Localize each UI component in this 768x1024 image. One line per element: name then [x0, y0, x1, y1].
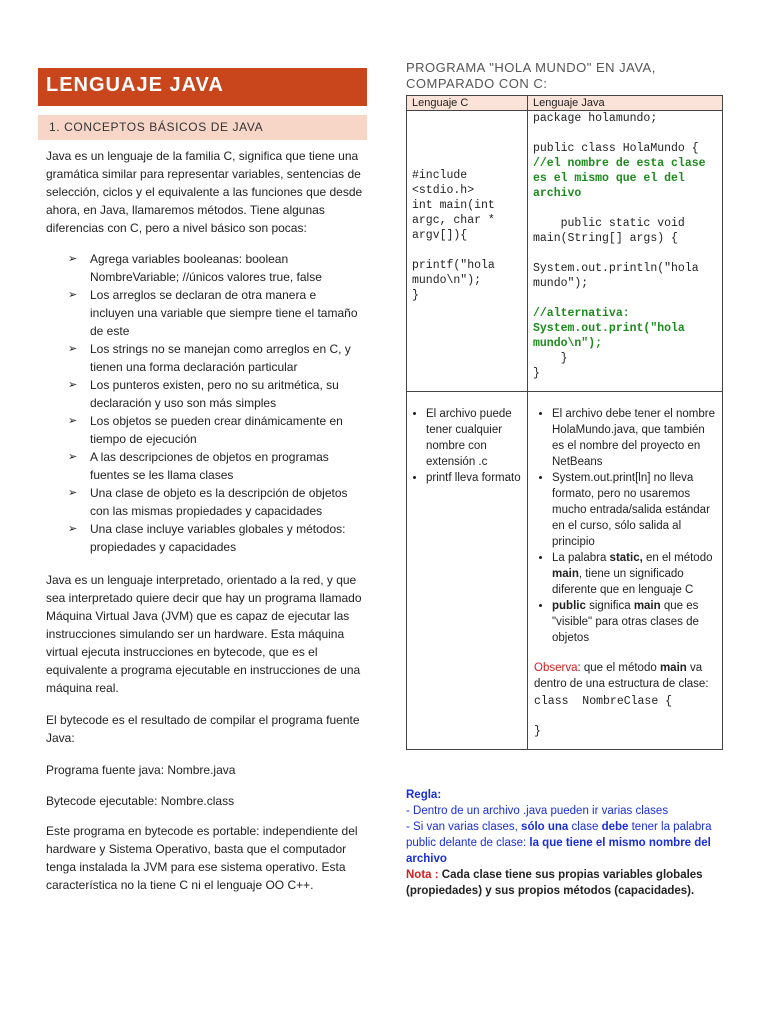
class-code: class NombreClase { }	[534, 695, 673, 738]
arrow-bullet-icon: ➢	[68, 415, 78, 427]
c-code: #include <stdio.h> int main(int argc, char * argv[]){ printf("hola mundo\n"); }	[412, 168, 495, 302]
list-item: • System.out.print[ln] no lleva formato, pero no usaremos mucho entrada/salida estándar en el curso, sólo salida al principio	[552, 470, 717, 550]
comparison-title: PROGRAMA "HOLA MUNDO" EN JAVA, COMPARADO CON C:	[406, 60, 656, 91]
list-item: • public significa main que es "visible" para otras clases de objetos	[552, 598, 717, 646]
rule-line-1: - Dentro de un archivo .java pueden ir varias clases	[406, 805, 669, 817]
list-item: ➢ Una clase incluye variables globales y métodos: propiedades y capacidades	[68, 522, 346, 554]
arrow-bullet-icon: ➢	[68, 289, 78, 301]
c-code-cell	[407, 111, 528, 392]
observa-note: Observa: que el método main va dentro de una estructura de clase:	[534, 662, 709, 690]
list-item: • El archivo puede tener cualquier nombre con extensión .c	[426, 406, 522, 470]
java-code: package holamundo; public class HolaMundo { //el nombre de esta clase es el mismo que el del archivo public static void main(String[] args) { System.out.println("hola mundo"); //alternativa: System.out.print("hola mundo\n"); } }	[533, 112, 713, 380]
java-code-alternative: //alternativa: System.out.print("hola mundo\n");	[533, 307, 685, 350]
page-title: LENGUAJE JAVA	[46, 74, 224, 96]
comparison-table	[406, 95, 723, 750]
arrow-bullet-icon: ➢	[68, 253, 78, 265]
arrow-bullet-icon: ➢	[68, 343, 78, 355]
nota-line: Nota : Cada clase tiene sus propias variables globales (propiedades) y sus propios métodos (capacidades).	[406, 869, 703, 897]
list-item: ➢ Los strings no se manejan como arreglos en C, y tienen una forma declaración particular	[68, 342, 351, 374]
list-item: • La palabra static, en el método main, tiene un significado diferente que en lenguaje C	[552, 550, 717, 598]
list-item: ➢ Los objetos se pueden crear dinámicamente en tiempo de ejecución	[68, 414, 343, 446]
list-item: • El archivo debe tener el nombre HolaMundo.java, que también es el nombre del proyecto en NetBeans	[552, 406, 717, 470]
source-file-line: Programa fuente java: Nombre.java	[46, 763, 236, 777]
arrow-bullet-icon: ➢	[68, 451, 78, 463]
section-heading	[38, 115, 367, 140]
list-item: ➢ Los arreglos se declaran de otra manera e incluyen una variable que siempre tiene el tamaño de este	[68, 288, 358, 338]
notes-row	[407, 392, 723, 750]
java-code-comment: //el nombre de esta clase es el mismo que el del archivo	[533, 157, 713, 200]
c-notes-cell	[407, 392, 528, 750]
title-banner	[38, 68, 367, 106]
arrow-bullet-icon: ➢	[68, 523, 78, 535]
bytecode-paragraph: El bytecode es el resultado de compilar el programa fuente Java:	[46, 713, 360, 745]
differences-list	[68, 250, 358, 556]
section-heading-text: 1. CONCEPTOS BÁSICOS DE JAVA	[49, 120, 264, 134]
rule-line-2: - Si van varias clases, sólo una clase debe tener la palabra public delante de clase: la que tiene el mismo nombre del archivo	[406, 821, 712, 865]
arrow-bullet-icon: ➢	[68, 487, 78, 499]
intro-paragraph: Java es un lenguaje de la familia C, significa que tiene una gramática similar para representar variables, sentencias de selección, ciclos y el equivalente a las funciones que desde ahora, en Java, llamaremos métodos. Tiene algunas diferencias con C, pero a nivel básico son pocas:	[46, 149, 363, 235]
java-notes-cell	[528, 392, 723, 750]
c-notes-list	[412, 406, 522, 486]
list-item: ➢ A las descripciones de objetos en programas fuentes se les llama clases	[68, 450, 329, 482]
java-notes-list	[534, 406, 717, 646]
rule-label: Regla:	[406, 789, 442, 801]
code-row	[407, 111, 723, 392]
list-item: ➢ Agrega variables booleanas: boolean NombreVariable; //únicos valores true, false	[68, 252, 322, 284]
arrow-bullet-icon: ➢	[68, 379, 78, 391]
table-header-row	[407, 96, 723, 111]
bytecode-file-line: Bytecode ejecutable: Nombre.class	[46, 794, 235, 808]
column-header-c: Lenguaje C	[407, 96, 528, 111]
list-item: ➢ Los punteros existen, pero no su aritmética, su declaración y uso son más simples	[68, 378, 339, 410]
rule-note	[406, 787, 736, 899]
java-code-cell	[528, 111, 723, 392]
jvm-paragraph: Java es un lenguaje interpretado, orientado a la red, y que sea interpretado quiere decir que hay un programa llamado Máquina Virtual Java (JVM) que es capaz de ejecutar las instrucciones simulando ser un hardware. Esta máquina virtual ejecuta instrucciones en bytecode, que es el equivalente a programa ejecutable en instrucciones de una máquina real.	[46, 573, 362, 695]
list-item: • printf lleva formato	[426, 470, 522, 486]
list-item: ➢ Una clase de objeto es la descripción de objetos con las mismas propiedades y capacidades	[68, 486, 348, 518]
column-header-java: Lenguaje Java	[528, 96, 723, 111]
portability-paragraph: Este programa en bytecode es portable: independiente del hardware y Sistema Operativo, basta que el computador tenga instalada la JVM para ese sistema operativo. Esta característica no la tiene C ni el lenguaje OO C++.	[46, 824, 358, 892]
